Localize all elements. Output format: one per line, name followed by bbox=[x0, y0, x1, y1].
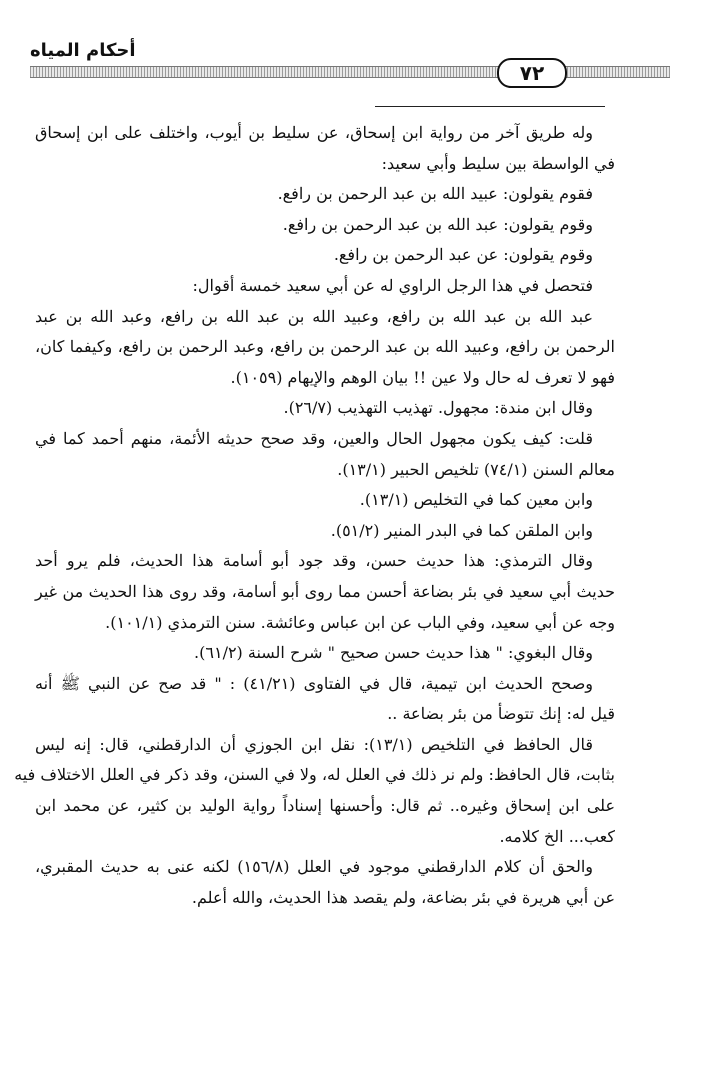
text-line: وقال الترمذي: هذا حديث حسن، وقد جود أبو أسامة هذا الحديث، فلم يرو أحد bbox=[35, 551, 593, 571]
text-line: وقوم يقولون: عن عبد الرحمن بن رافع. bbox=[333, 245, 593, 265]
text-line: عن أبي هريرة في بئر بضاعة، ولم يقصد هذا الحديث، والله أعلم. bbox=[191, 887, 615, 907]
text-line: معالم السنن (٧٤/١) تلخيص الحبير (١٣/١). bbox=[337, 459, 615, 479]
text-separator-line bbox=[375, 106, 605, 107]
book-title: أحكام المياه bbox=[30, 40, 136, 61]
page-header bbox=[0, 0, 703, 110]
text-line: بثابت، قال الحافظ: ولم نر ذلك في العلل له، ولا في السنن، وقد ذكر في العلل الاختلاف فيه bbox=[14, 765, 615, 785]
text-line: الرحمن بن رافع، وعبيد الله بن عبد الرحمن بن رافع، وعبد الرحمن بن رافع، وكيفما كان، bbox=[35, 337, 615, 357]
text-line: وابن معين كما في التخليص (١٣/١). bbox=[359, 490, 593, 510]
text-line: كعب... الخ كلامه. bbox=[499, 826, 615, 846]
text-line: وقوم يقولون: عبد الله بن عبد الرحمن بن رافع. bbox=[282, 214, 593, 234]
text-line: والحق أن كلام الدارقطني موجود في العلل (١٥٦/٨) لكنه عنى به حديث المقبري، bbox=[35, 857, 593, 877]
header-rule bbox=[30, 66, 670, 78]
text-line: في الواسطة بين سليط وأبي سعيد: bbox=[381, 153, 615, 173]
text-line: وقال البغوي: " هذا حديث حسن صحيح " شرح السنة (٦١/٢). bbox=[194, 643, 593, 663]
text-line: عبد الله بن عبد الله بن رافع، وعبيد الله بن عبد الله بن رافع، وعبد الله بن عبد bbox=[35, 306, 593, 326]
text-line: وصحح الحديث ابن تيمية، قال في الفتاوى (٤١/٢١) : " قد صح عن النبي ﷺ أنه bbox=[35, 673, 594, 693]
text-line: قال الحافظ في التلخيص (١٣/١): نقل ابن الجوزي أن الدارقطني، قال: إنه ليس bbox=[35, 734, 594, 754]
page-body bbox=[14, 118, 615, 913]
text-line: فتحصل في هذا الرجل الراوي له عن أبي سعيد خمسة أقوال: bbox=[192, 275, 593, 295]
text-line: وجه عن أبي سعيد، وفي الباب عن ابن عباس وعائشة. سنن الترمذي (١٠١/١). bbox=[105, 612, 615, 632]
text-line: فهو لا تعرف له حال ولا عين !! بيان الوهم والإيهام (١٠٥٩). bbox=[230, 367, 615, 387]
text-line: قيل له: إنك تتوضأ من بئر بضاعة .. bbox=[387, 704, 615, 724]
text-line: قلت: كيف يكون مجهول الحال والعين، وقد صحح حديثه الأئمة، منهم أحمد كما في bbox=[35, 428, 593, 448]
text-line: وقال ابن مندة: مجهول. تهذيب التهذيب (٢٦/٧). bbox=[283, 398, 593, 418]
text-line: على ابن إسحاق وغيره.. ثم قال: وأحسنها إسناداً رواية الوليد بن كثير، عن محمد ابن bbox=[35, 796, 615, 816]
page-number: ٧٢ bbox=[497, 58, 567, 88]
text-line: وله طريق آخر من رواية ابن إسحاق، عن سليط بن أيوب، واختلف على ابن إسحاق bbox=[35, 123, 593, 142]
text-line: وابن الملقن كما في البدر المنير (٥١/٢). bbox=[330, 520, 593, 540]
text-line: حديث أبي سعيد في بئر بضاعة أحسن مما روى أبو أسامة، وقد روى هذا الحديث من غير bbox=[35, 581, 615, 601]
text-line: فقوم يقولون: عبيد الله بن عبد الرحمن بن رافع. bbox=[277, 184, 593, 204]
